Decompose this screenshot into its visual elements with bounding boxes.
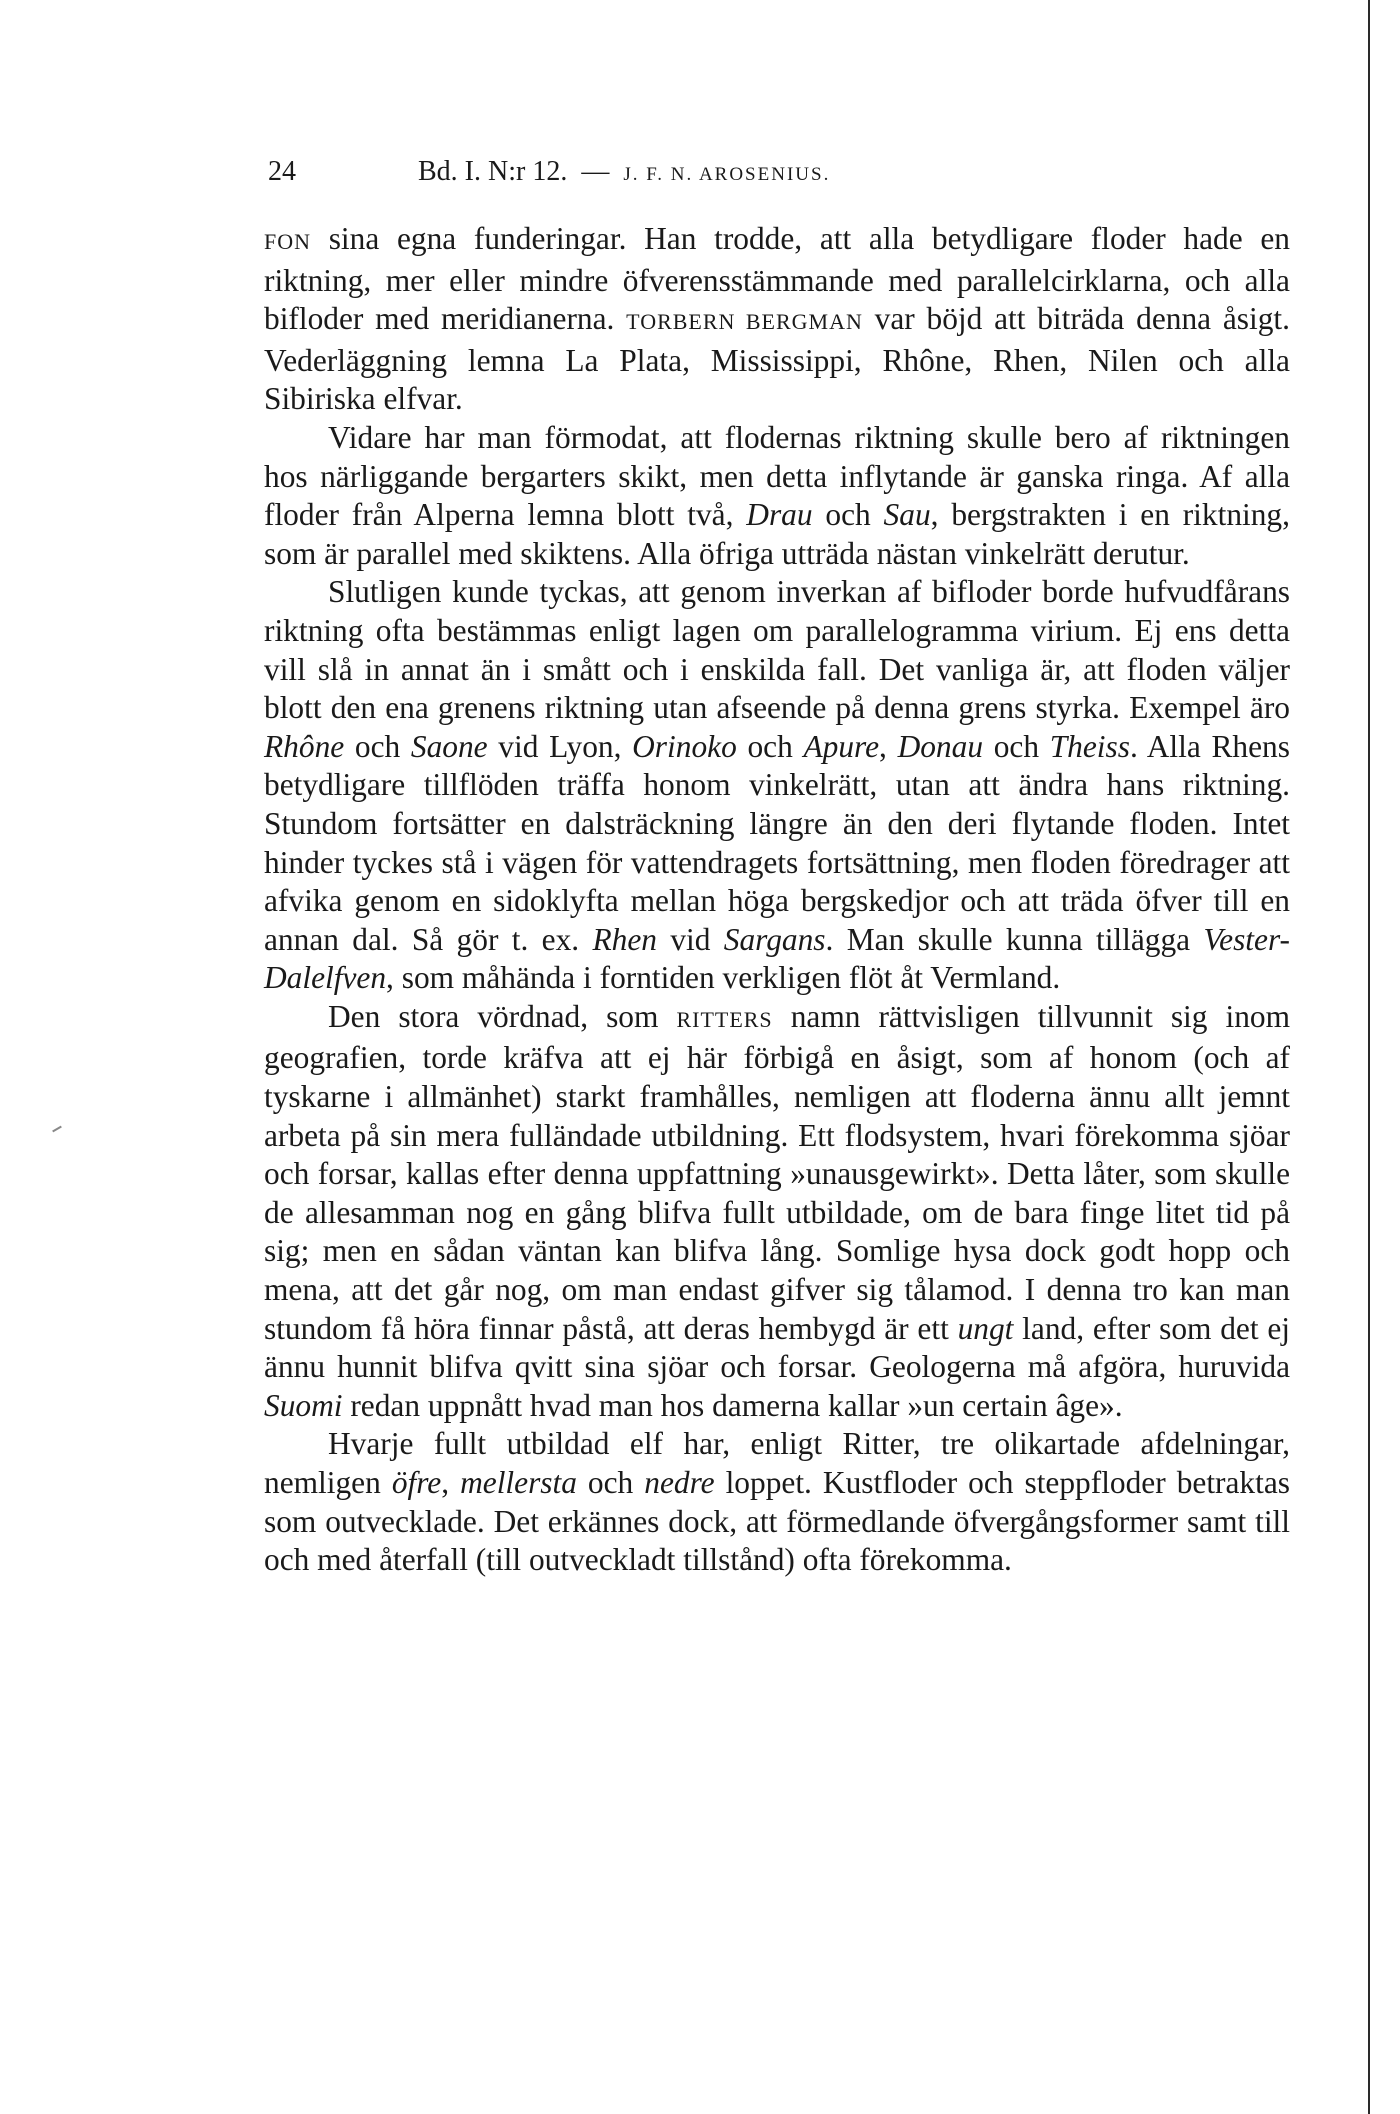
text-run: loppet. Kustfloder och steppfloder betraktas som outvecklade. Det erkännes dock, att förmedlande öfvergångsformer samt till och med återfall (till outveckladt tillstånd) ofta förekomma. bbox=[264, 1465, 1290, 1578]
paragraph bbox=[264, 220, 1290, 419]
text-run: och bbox=[983, 728, 1050, 764]
text-run: vid bbox=[656, 921, 724, 957]
text-run: vid Lyon, bbox=[487, 728, 633, 764]
scan-mark bbox=[52, 1126, 62, 1133]
italic-term: Theiss bbox=[1049, 728, 1130, 764]
text-run: , bbox=[441, 1465, 461, 1500]
volume-label: Bd. I. N:r 12. bbox=[418, 156, 568, 187]
text-run: redan uppnått hvad man hos damerna kallar »un certain âge». bbox=[342, 1387, 1123, 1423]
text-run: , bergstrakten i en riktning, som är parallel med skiktens. Alla öfriga utträda nästan vinkelrätt derutur. bbox=[264, 497, 1290, 571]
paragraph bbox=[264, 998, 1290, 1426]
page-number: 24 bbox=[268, 156, 296, 187]
paragraph bbox=[264, 419, 1290, 573]
italic-term: ungt bbox=[957, 1310, 1014, 1346]
italic-term: Rhen bbox=[592, 921, 657, 957]
text-run: sina egna funderingar. Han trodde, att alla betydligare floder hade en riktning, mer eller mindre öfverensstämmande med parallelcirklarna, och alla bifloder med meridianerna. bbox=[264, 221, 1290, 337]
text-run: och bbox=[812, 497, 884, 533]
paragraph bbox=[264, 573, 1290, 998]
text-run: och bbox=[344, 728, 411, 764]
text-run: Hvarje fullt utbildad elf har, enligt Ritter, tre olikartade afdelningar, nemligen bbox=[264, 1426, 1290, 1500]
italic-term: Drau bbox=[746, 497, 813, 533]
text-run: var böjd att biträda denna åsigt. Vederläggning lemna La Plata, Mississippi, Rhône, Rhen, Nilen och alla Sibiriska elfvar. bbox=[264, 301, 1290, 417]
italic-term: Orinoko bbox=[632, 728, 737, 764]
text-run: och bbox=[736, 728, 804, 764]
small-caps-name: TORBERN BERGMAN bbox=[626, 309, 863, 335]
italic-term: Sau bbox=[883, 497, 931, 533]
body-text bbox=[264, 220, 1290, 1580]
italic-term: Sargans bbox=[723, 921, 826, 957]
italic-term: öfre bbox=[391, 1465, 442, 1500]
text-run: Vidare har man förmodat, att flodernas riktning skulle bero af riktningen hos närliggande bergarters skikt, men detta inflytande är ganska ringa. Af alla floder från Alperna lemna blott två, bbox=[264, 419, 1290, 533]
text-run: namn rättvisligen tillvunnit sig inom geografien, torde kräfva att ej här förbigå en åsigt, som af honom (och af tyskarne i allmänhet) starkt framhålles, nemligen att floderna ännu allt jemnt arbeta på sin mera fulländade utbildning. Ett flodsystem, hvari förekomma sjöar och forsar, kallas efter denna uppfattning »unausgewirkt». Detta låter, som skulle de allesamman nog en gång blifva fullt utbildade, om de bara finge litet tid på sig; men en sådan väntan kan blifva lång. Somlige hysa dock godt hopp och mena, att det går nog, om man endast gifver sig tålamod. I denna tro kan man stundom få höra finnar påstå, att deras hembygd är ett bbox=[264, 998, 1290, 1346]
italic-term: Rhône bbox=[264, 728, 345, 764]
italic-term: mellersta bbox=[460, 1465, 577, 1500]
scan-edge-line bbox=[1368, 0, 1370, 2114]
text-run: och bbox=[576, 1465, 645, 1500]
header-dash: — bbox=[581, 156, 610, 187]
author-label: J. F. N. AROSENIUS. bbox=[623, 164, 831, 185]
text-run: Den stora vördnad, som bbox=[328, 998, 677, 1034]
paragraph bbox=[264, 1425, 1290, 1579]
text-run: . Man skulle kunna tillägga bbox=[825, 921, 1204, 957]
text-run: land, efter som det ej ännu hunnit blifva qvitt sina sjöar och forsar. Geologerna må afgöra, huruvida bbox=[264, 1310, 1290, 1385]
small-caps-name: RITTERS bbox=[676, 1006, 773, 1032]
italic-term: Donau bbox=[897, 728, 984, 764]
text-run: , bbox=[879, 728, 898, 764]
italic-term: nedre bbox=[644, 1465, 715, 1500]
italic-term: Saone bbox=[410, 728, 488, 764]
italic-term: Apure bbox=[803, 728, 880, 764]
text-run: . Alla Rhens betydligare tillflöden träffa honom vinkelrätt, utan att ändra hans riktning. Stundom fortsätter en dalsträckning längre än den deri flytande floden. Intet hinder tyckes stå i vägen för vattendragets fortsättning, men floden föredrager att afvika genom en sidoklyfta mellan höga bergskedjor och att träda öfver till en annan dal. Så gör t. ex. bbox=[264, 728, 1290, 957]
text-run: , som måhända i forntiden verkligen flöt åt Vermland. bbox=[386, 960, 1061, 996]
text-run: Slutligen kunde tyckas, att genom inverkan af bifloder borde hufvudfårans riktning ofta bestämmas enligt lagen om parallelogramma virium. Ej ens detta vill slå in annat än i smått och i enskilda fall. Det vanliga är, att floden väljer blott den ena grenens riktning utan afseende på denna grens styrka. Exempel äro bbox=[264, 574, 1290, 726]
running-header bbox=[268, 156, 1288, 188]
italic-term: Vester-Dalelfven bbox=[264, 921, 1291, 996]
small-caps-name: FON bbox=[264, 229, 312, 254]
italic-term: Suomi bbox=[264, 1387, 343, 1423]
